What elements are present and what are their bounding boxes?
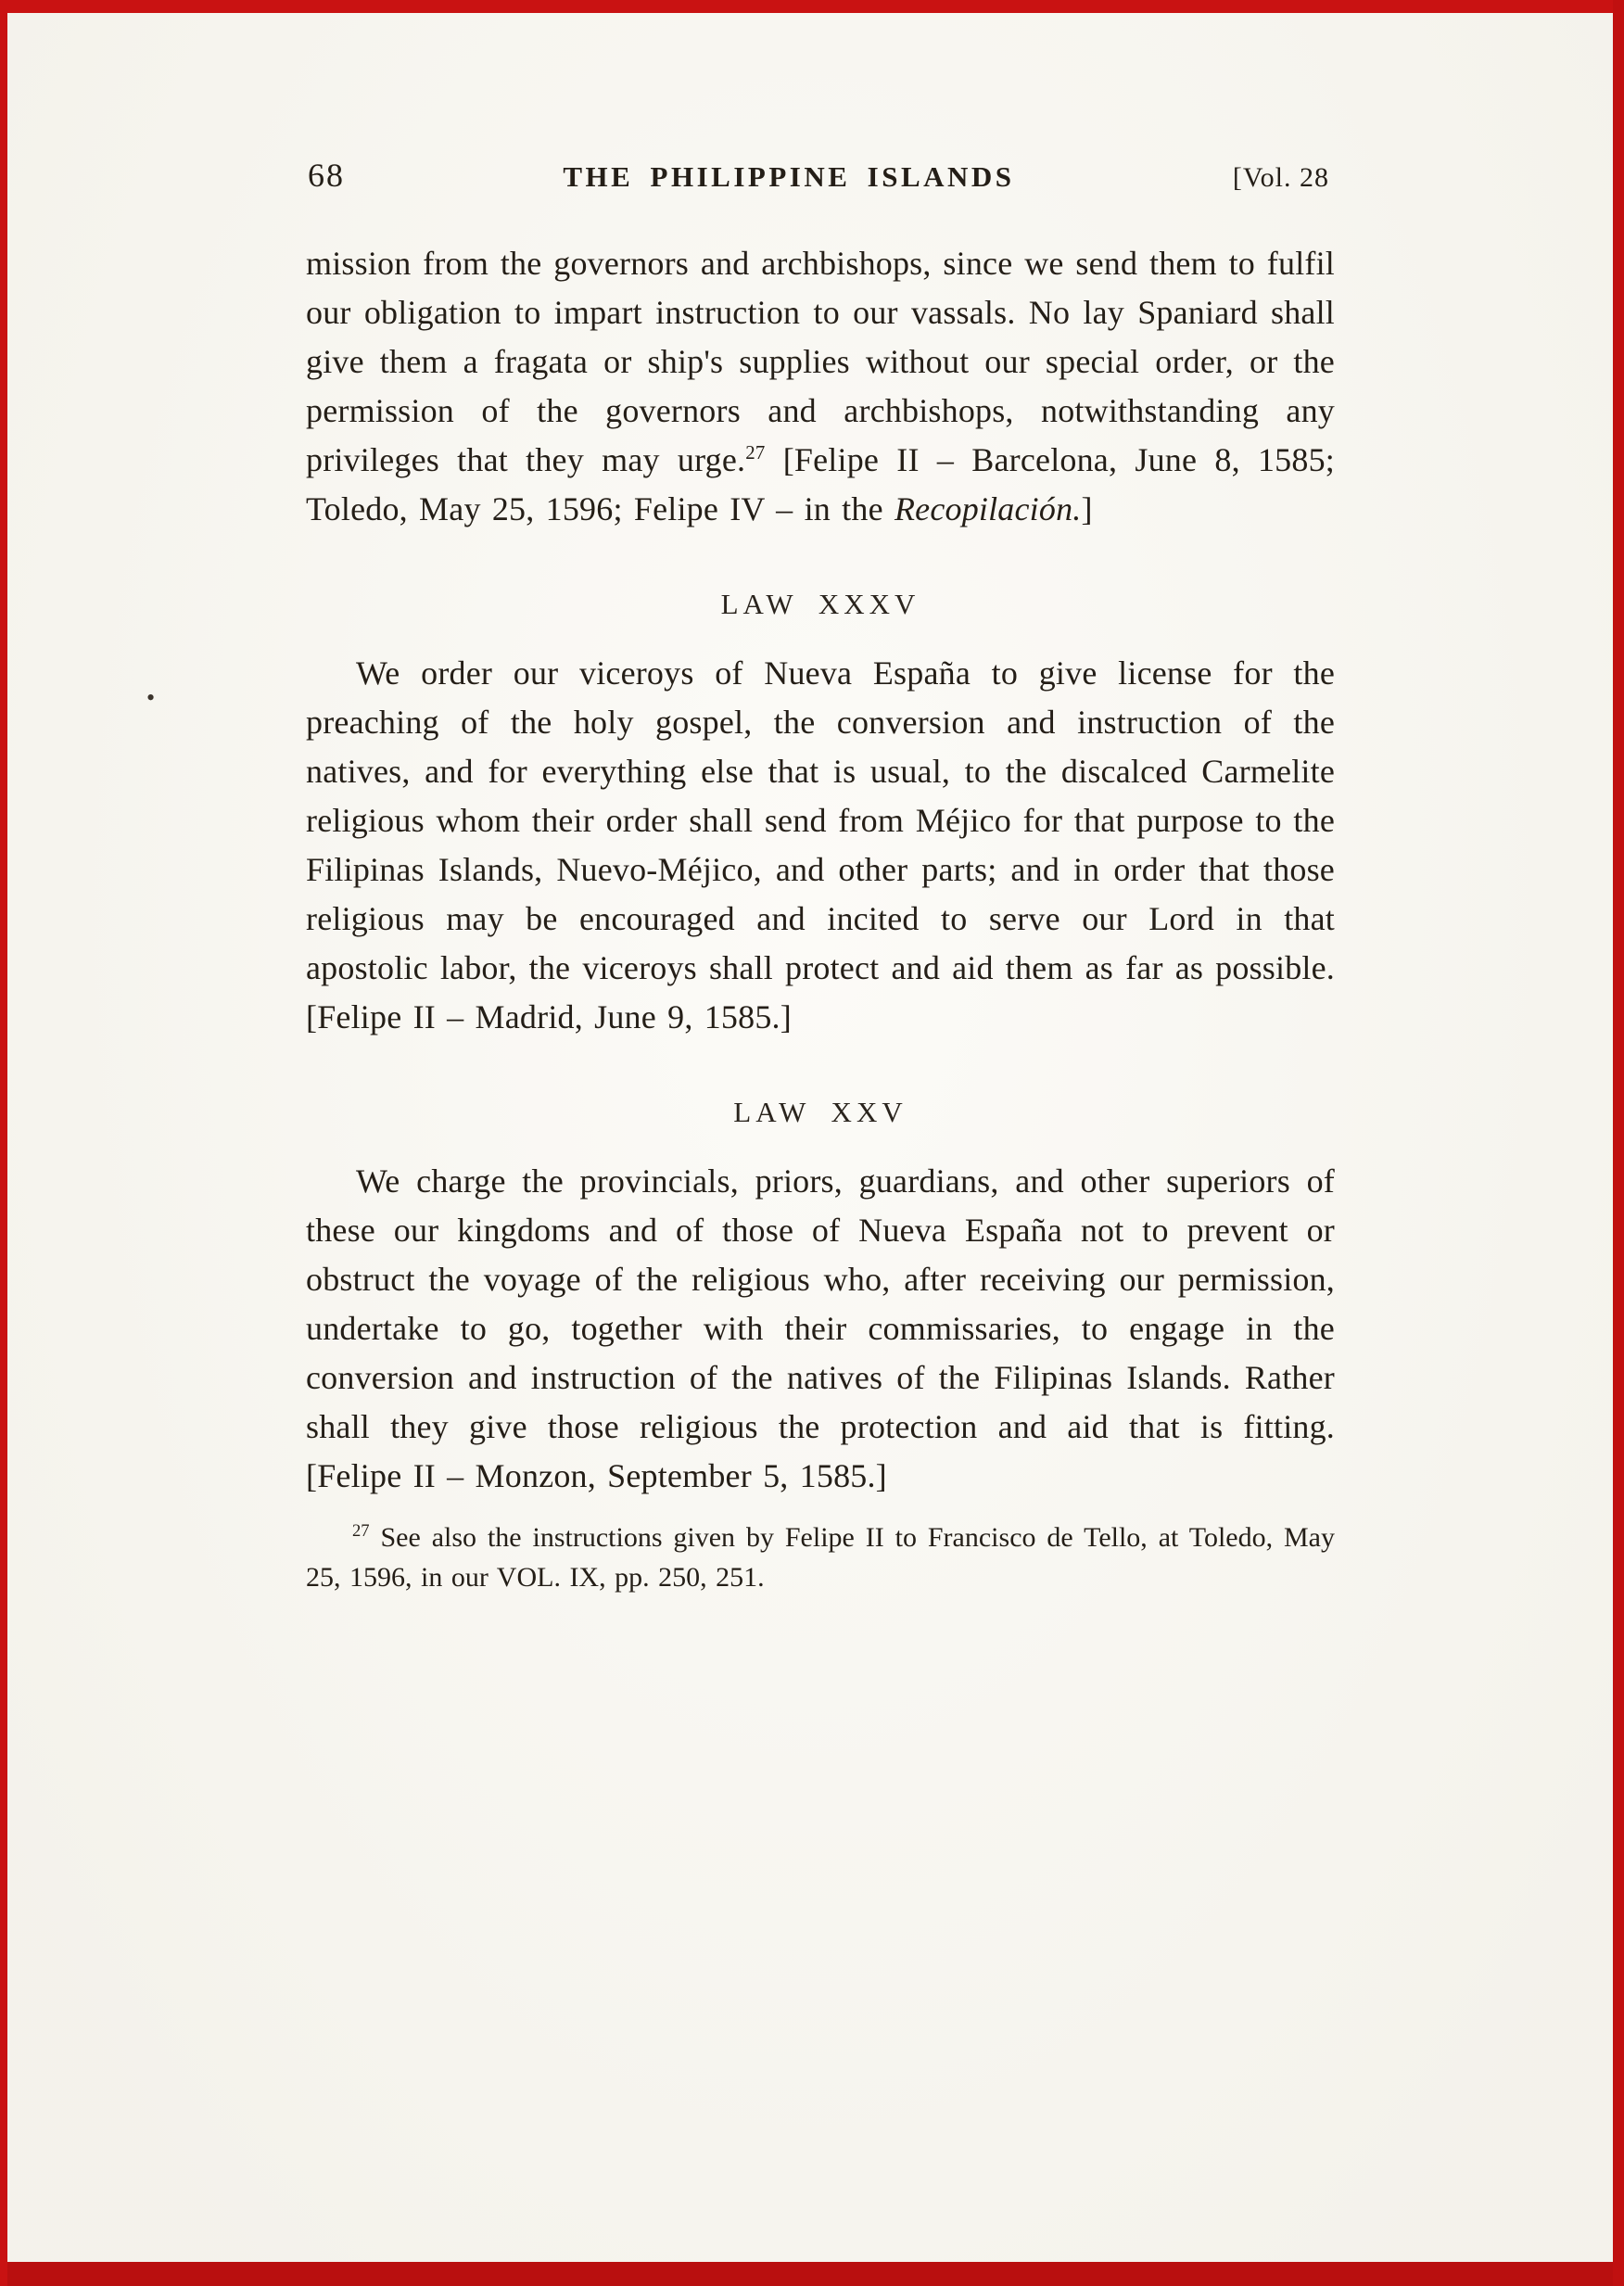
paragraph-text: mission from the governors and archbishops, since we send them to fulfil our obligation to impart instruction to our vassals. No lay Spaniard shall give them a fragata or ship's supplies without our special order, or the permission of the governors and archbishops, notwithstanding any privileges that they may urge.: [306, 245, 1335, 478]
italic-book-title: Recopilación.: [894, 490, 1082, 527]
page-edge-right: [1613, 0, 1624, 2286]
closing-bracket: ]: [1081, 490, 1093, 527]
footnote-marker: 27: [352, 1521, 370, 1541]
page-number: 68: [308, 157, 345, 194]
law-section-xxv: [306, 1096, 1335, 1501]
paragraph-continuation: [306, 239, 1335, 534]
law-section-xxxv: [146, 588, 1335, 1042]
paragraph-citation: [Felipe II – Barcelona, June 8, 1585; Toledo, May 25, 1596; Felipe IV – in the: [306, 441, 1335, 527]
text-column: [146, 156, 1335, 1597]
margin-mark: •: [146, 684, 156, 711]
page-edge-left: [0, 0, 7, 2286]
page-edge-bottom: [0, 2262, 1624, 2286]
section-heading-law-xxxv: LAW XXXV: [720, 588, 920, 620]
section-paragraph-law-xxxv: We order our viceroys of Nueva España to give license for the preaching of the holy gospel, the conversion and instruction of the natives, and for everything else that is usual, to the discalced Carmelite religious whom their order shall send from Méjico for that purpose to the Filipinas Islands, Nuevo-Méjico, and other parts; and in order that those religious may be encouraged and incited to serve our Lord in that apostolic labor, the viceroys shall protect and aid them as far as possible. [Felipe II – Madrid, June 9, 1585.]: [306, 654, 1335, 1035]
footnote-reference: 27: [745, 441, 766, 464]
footnote-text: See also the instructions given by Felipe II to Francisco de Tello, at Toledo, May 25, 1596, in our VOL. IX, pp. 250, 251.: [306, 1522, 1335, 1593]
footnote: [306, 1518, 1335, 1597]
running-title: THE PHILIPPINE ISLANDS: [563, 160, 1015, 193]
section-paragraph-law-xxv: We charge the provincials, priors, guardians, and other superiors of these our kingdoms and of those of Nueva España not to prevent or obstruct the voyage of the religious who, after receiving our permission, undertake to go, together with their commissaries, to engage in the conversion and instruction of the natives of the Filipinas Islands. Rather shall they give those religious the protection and aid that is fitting. [Felipe II – Monzon, September 5, 1585.]: [306, 1162, 1335, 1494]
section-heading-law-xxv: LAW XXV: [733, 1096, 907, 1128]
page-edge-top: [0, 0, 1624, 13]
page-header: [306, 156, 1335, 195]
volume-label: [Vol. 28: [1232, 162, 1329, 193]
